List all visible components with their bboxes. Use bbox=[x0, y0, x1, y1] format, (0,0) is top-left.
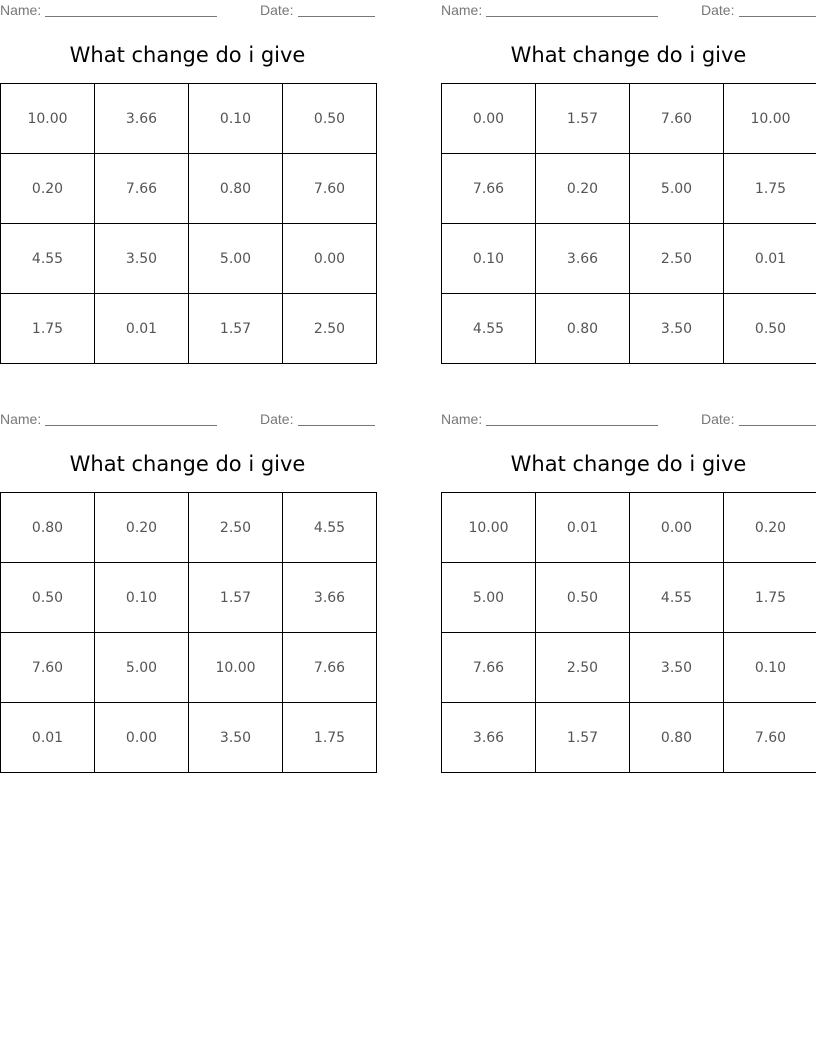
grid-cell: 3.50 bbox=[630, 294, 724, 364]
grid-row bbox=[1, 633, 377, 703]
grid-cell: 0.01 bbox=[95, 294, 189, 364]
grid-cell: 1.57 bbox=[536, 84, 630, 154]
grid-cell: 4.55 bbox=[630, 563, 724, 633]
grid-cell: 0.00 bbox=[283, 224, 377, 294]
grid-cell: 0.20 bbox=[724, 493, 816, 563]
grid-cell: 3.50 bbox=[95, 224, 189, 294]
grid-cell: 4.55 bbox=[442, 294, 536, 364]
date-label: Date: bbox=[260, 2, 294, 18]
grid-cell: 1.75 bbox=[283, 703, 377, 773]
grid-cell: 1.75 bbox=[724, 154, 816, 224]
grid-cell: 5.00 bbox=[630, 154, 724, 224]
date-blank-line[interactable] bbox=[739, 16, 816, 17]
grid-cell: 7.60 bbox=[724, 703, 816, 773]
grid-cell: 3.66 bbox=[95, 84, 189, 154]
grid-cell: 7.60 bbox=[630, 84, 724, 154]
grid-cell: 0.20 bbox=[95, 493, 189, 563]
grid-row bbox=[442, 703, 816, 773]
grid-cell: 0.50 bbox=[1, 563, 95, 633]
grid-cell: 0.80 bbox=[189, 154, 283, 224]
grid-cell: 0.00 bbox=[630, 493, 724, 563]
grid-cell: 0.10 bbox=[189, 84, 283, 154]
name-label: Name: bbox=[0, 2, 42, 18]
worksheet-title: What change do i give bbox=[69, 452, 306, 476]
grid-row bbox=[1, 224, 377, 294]
grid-cell: 0.20 bbox=[536, 154, 630, 224]
change-grid bbox=[441, 492, 816, 773]
grid-cell: 0.00 bbox=[442, 84, 536, 154]
grid-cell: 0.50 bbox=[724, 294, 816, 364]
grid-cell: 4.55 bbox=[283, 493, 377, 563]
date-label: Date: bbox=[701, 411, 735, 427]
grid-cell: 1.57 bbox=[536, 703, 630, 773]
name-date-row bbox=[441, 411, 816, 429]
grid-cell: 2.50 bbox=[536, 633, 630, 703]
worksheet-card bbox=[441, 409, 816, 774]
grid-cell: 3.66 bbox=[442, 703, 536, 773]
date-blank-line[interactable] bbox=[739, 425, 816, 426]
worksheet-card bbox=[441, 0, 816, 365]
grid-cell: 5.00 bbox=[189, 224, 283, 294]
grid-cell: 0.50 bbox=[536, 563, 630, 633]
grid-cell: 0.01 bbox=[1, 703, 95, 773]
name-date-row bbox=[0, 2, 375, 20]
grid-cell: 1.57 bbox=[189, 294, 283, 364]
grid-cell: 0.80 bbox=[630, 703, 724, 773]
grid-row bbox=[1, 563, 377, 633]
grid-row bbox=[442, 154, 816, 224]
name-label: Name: bbox=[441, 2, 483, 18]
worksheet-title: What change do i give bbox=[510, 43, 747, 67]
grid-cell: 10.00 bbox=[189, 633, 283, 703]
grid-row bbox=[1, 154, 377, 224]
grid-cell: 0.80 bbox=[1, 493, 95, 563]
grid-cell: 3.66 bbox=[536, 224, 630, 294]
grid-cell: 2.50 bbox=[283, 294, 377, 364]
grid-cell: 0.01 bbox=[536, 493, 630, 563]
name-blank-line[interactable] bbox=[45, 425, 217, 426]
grid-cell: 0.80 bbox=[536, 294, 630, 364]
worksheet-title: What change do i give bbox=[510, 452, 747, 476]
change-grid bbox=[0, 492, 377, 773]
grid-cell: 1.57 bbox=[189, 563, 283, 633]
grid-cell: 5.00 bbox=[442, 563, 536, 633]
grid-cell: 0.10 bbox=[95, 563, 189, 633]
grid-cell: 5.00 bbox=[95, 633, 189, 703]
grid-cell: 10.00 bbox=[724, 84, 816, 154]
worksheet-card bbox=[0, 409, 375, 774]
grid-row bbox=[442, 224, 816, 294]
grid-cell: 2.50 bbox=[630, 224, 724, 294]
name-label: Name: bbox=[0, 411, 42, 427]
grid-cell: 3.50 bbox=[189, 703, 283, 773]
name-blank-line[interactable] bbox=[486, 425, 658, 426]
grid-row bbox=[442, 563, 816, 633]
grid-cell: 7.60 bbox=[1, 633, 95, 703]
worksheet-title: What change do i give bbox=[69, 43, 306, 67]
grid-cell: 1.75 bbox=[724, 563, 816, 633]
grid-row bbox=[442, 493, 816, 563]
name-date-row bbox=[0, 411, 375, 429]
name-blank-line[interactable] bbox=[486, 16, 658, 17]
grid-cell: 7.66 bbox=[283, 633, 377, 703]
grid-row bbox=[442, 84, 816, 154]
worksheet-card bbox=[0, 0, 375, 365]
grid-cell: 3.66 bbox=[283, 563, 377, 633]
grid-cell: 0.50 bbox=[283, 84, 377, 154]
grid-row bbox=[1, 294, 377, 364]
date-blank-line[interactable] bbox=[298, 16, 375, 17]
grid-cell: 0.20 bbox=[1, 154, 95, 224]
grid-cell: 10.00 bbox=[1, 84, 95, 154]
grid-cell: 3.50 bbox=[630, 633, 724, 703]
grid-cell: 0.10 bbox=[442, 224, 536, 294]
change-grid bbox=[441, 83, 816, 364]
name-blank-line[interactable] bbox=[45, 16, 217, 17]
grid-row bbox=[442, 294, 816, 364]
grid-cell: 0.10 bbox=[724, 633, 816, 703]
name-label: Name: bbox=[441, 411, 483, 427]
grid-cell: 7.66 bbox=[442, 633, 536, 703]
name-date-row bbox=[441, 2, 816, 20]
date-label: Date: bbox=[260, 411, 294, 427]
grid-cell: 7.66 bbox=[95, 154, 189, 224]
grid-row bbox=[1, 84, 377, 154]
grid-cell: 0.01 bbox=[724, 224, 816, 294]
grid-cell: 1.75 bbox=[1, 294, 95, 364]
grid-cell: 7.66 bbox=[442, 154, 536, 224]
grid-row bbox=[1, 703, 377, 773]
grid-cell: 0.00 bbox=[95, 703, 189, 773]
change-grid bbox=[0, 83, 377, 364]
date-blank-line[interactable] bbox=[298, 425, 375, 426]
grid-cell: 2.50 bbox=[189, 493, 283, 563]
grid-row bbox=[1, 493, 377, 563]
grid-cell: 10.00 bbox=[442, 493, 536, 563]
date-label: Date: bbox=[701, 2, 735, 18]
grid-cell: 4.55 bbox=[1, 224, 95, 294]
grid-cell: 7.60 bbox=[283, 154, 377, 224]
grid-row bbox=[442, 633, 816, 703]
